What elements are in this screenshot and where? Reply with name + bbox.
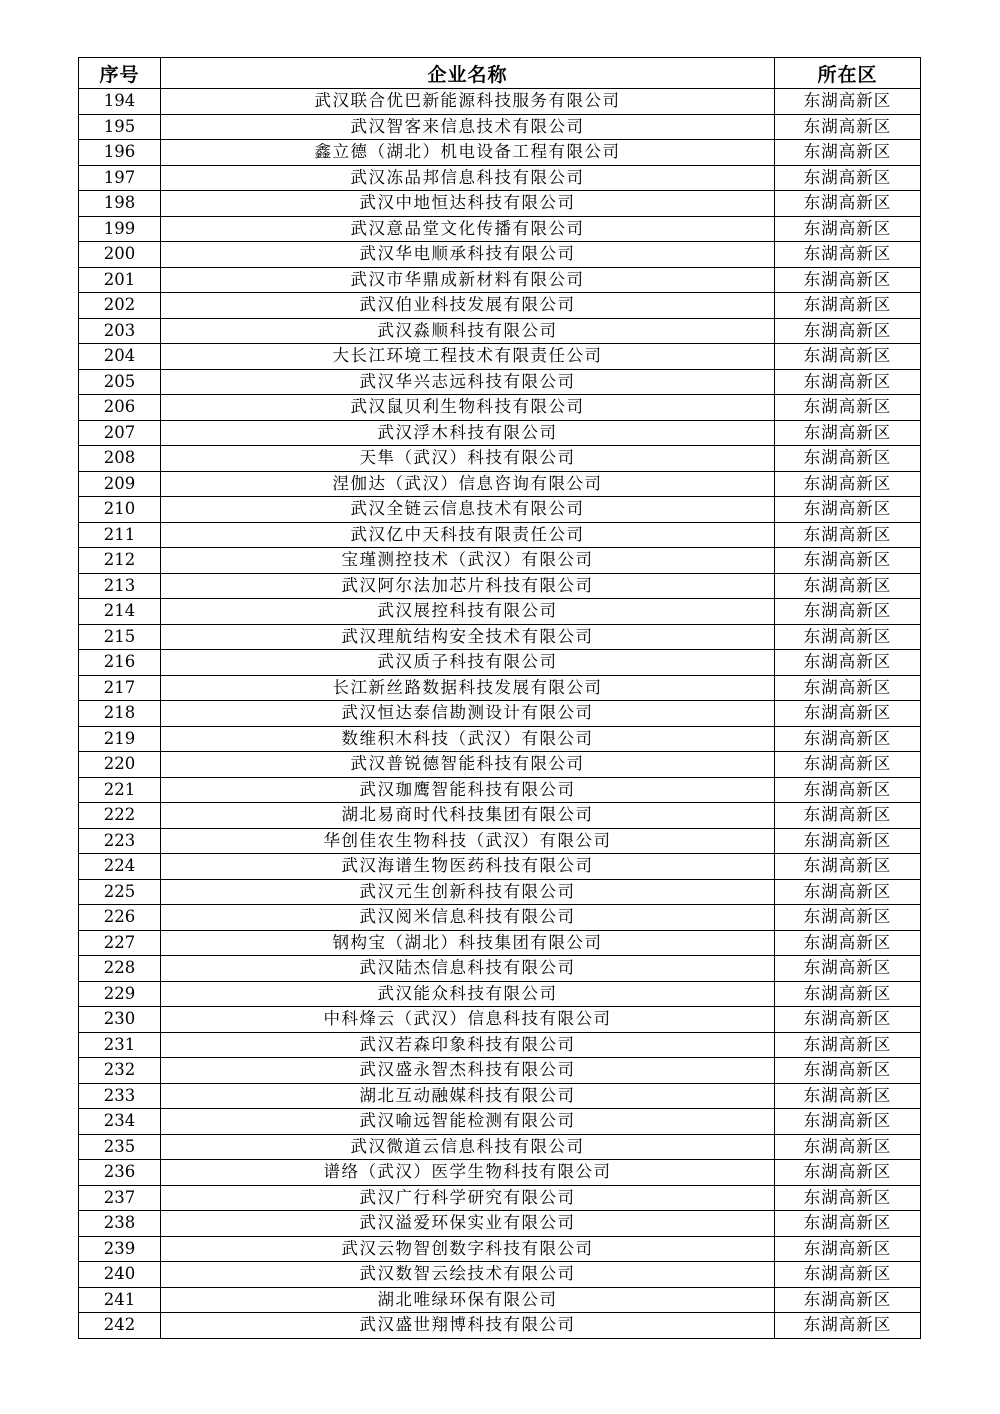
cell-serial-number: 230	[79, 1007, 161, 1033]
cell-enterprise-name: 武汉陆杰信息科技有限公司	[161, 956, 775, 982]
cell-enterprise-name: 谱络（武汉）医学生物科技有限公司	[161, 1160, 775, 1186]
cell-serial-number: 227	[79, 930, 161, 956]
cell-serial-number: 200	[79, 242, 161, 268]
cell-district: 东湖高新区	[775, 1058, 921, 1084]
cell-enterprise-name: 鑫立德（湖北）机电设备工程有限公司	[161, 140, 775, 166]
cell-enterprise-name: 武汉展控科技有限公司	[161, 599, 775, 625]
cell-district: 东湖高新区	[775, 318, 921, 344]
cell-serial-number: 224	[79, 854, 161, 880]
cell-serial-number: 241	[79, 1287, 161, 1313]
cell-enterprise-name: 武汉元生创新科技有限公司	[161, 879, 775, 905]
cell-district: 东湖高新区	[775, 344, 921, 370]
cell-enterprise-name: 武汉盛永智杰科技有限公司	[161, 1058, 775, 1084]
cell-district: 东湖高新区	[775, 1313, 921, 1339]
table-row	[79, 1236, 921, 1262]
cell-serial-number: 220	[79, 752, 161, 778]
cell-district: 东湖高新区	[775, 930, 921, 956]
cell-serial-number: 221	[79, 777, 161, 803]
cell-district: 东湖高新区	[775, 1185, 921, 1211]
cell-enterprise-name: 武汉珈鹰智能科技有限公司	[161, 777, 775, 803]
cell-serial-number: 196	[79, 140, 161, 166]
table-row	[79, 879, 921, 905]
cell-enterprise-name: 涅伽达（武汉）信息咨询有限公司	[161, 471, 775, 497]
cell-district: 东湖高新区	[775, 905, 921, 931]
table-row	[79, 293, 921, 319]
table-row	[79, 599, 921, 625]
cell-enterprise-name: 武汉海谱生物医药科技有限公司	[161, 854, 775, 880]
cell-serial-number: 229	[79, 981, 161, 1007]
cell-enterprise-name: 武汉阅米信息科技有限公司	[161, 905, 775, 931]
cell-enterprise-name: 中科烽云（武汉）信息科技有限公司	[161, 1007, 775, 1033]
cell-enterprise-name: 武汉广行科学研究有限公司	[161, 1185, 775, 1211]
cell-serial-number: 226	[79, 905, 161, 931]
cell-district: 东湖高新区	[775, 1083, 921, 1109]
table-row	[79, 89, 921, 115]
cell-serial-number: 233	[79, 1083, 161, 1109]
header-serial-number: 序号	[79, 58, 161, 89]
cell-enterprise-name: 湖北易商时代科技集团有限公司	[161, 803, 775, 829]
cell-enterprise-name: 湖北唯绿环保有限公司	[161, 1287, 775, 1313]
cell-district: 东湖高新区	[775, 1109, 921, 1135]
cell-district: 东湖高新区	[775, 267, 921, 293]
cell-enterprise-name: 天隼（武汉）科技有限公司	[161, 446, 775, 472]
cell-serial-number: 198	[79, 191, 161, 217]
cell-district: 东湖高新区	[775, 1007, 921, 1033]
cell-serial-number: 199	[79, 216, 161, 242]
cell-district: 东湖高新区	[775, 1211, 921, 1237]
cell-enterprise-name: 武汉恒达泰信勘测设计有限公司	[161, 701, 775, 727]
cell-serial-number: 218	[79, 701, 161, 727]
cell-serial-number: 223	[79, 828, 161, 854]
table-row	[79, 446, 921, 472]
cell-district: 东湖高新区	[775, 1262, 921, 1288]
table-row	[79, 956, 921, 982]
table-row	[79, 114, 921, 140]
cell-serial-number: 237	[79, 1185, 161, 1211]
table-row	[79, 1134, 921, 1160]
table-body	[79, 89, 921, 1339]
cell-enterprise-name: 武汉伯业科技发展有限公司	[161, 293, 775, 319]
cell-serial-number: 203	[79, 318, 161, 344]
table-row	[79, 548, 921, 574]
cell-serial-number: 242	[79, 1313, 161, 1339]
cell-district: 东湖高新区	[775, 191, 921, 217]
cell-district: 东湖高新区	[775, 497, 921, 523]
cell-enterprise-name: 武汉淼顺科技有限公司	[161, 318, 775, 344]
cell-enterprise-name: 武汉溢爱环保实业有限公司	[161, 1211, 775, 1237]
cell-enterprise-name: 武汉质子科技有限公司	[161, 650, 775, 676]
cell-serial-number: 204	[79, 344, 161, 370]
cell-district: 东湖高新区	[775, 981, 921, 1007]
table-row	[79, 420, 921, 446]
cell-district: 东湖高新区	[775, 369, 921, 395]
table-row	[79, 267, 921, 293]
cell-district: 东湖高新区	[775, 650, 921, 676]
cell-serial-number: 207	[79, 420, 161, 446]
cell-enterprise-name: 武汉普锐德智能科技有限公司	[161, 752, 775, 778]
cell-enterprise-name: 武汉华电顺承科技有限公司	[161, 242, 775, 268]
cell-serial-number: 239	[79, 1236, 161, 1262]
table-row	[79, 1211, 921, 1237]
cell-district: 东湖高新区	[775, 956, 921, 982]
cell-district: 东湖高新区	[775, 471, 921, 497]
cell-enterprise-name: 武汉华兴志远科技有限公司	[161, 369, 775, 395]
cell-serial-number: 211	[79, 522, 161, 548]
table-row	[79, 1032, 921, 1058]
cell-district: 东湖高新区	[775, 420, 921, 446]
cell-enterprise-name: 武汉能众科技有限公司	[161, 981, 775, 1007]
cell-enterprise-name: 武汉若森印象科技有限公司	[161, 1032, 775, 1058]
table-row	[79, 573, 921, 599]
cell-serial-number: 238	[79, 1211, 161, 1237]
cell-enterprise-name: 武汉微道云信息科技有限公司	[161, 1134, 775, 1160]
table-row	[79, 242, 921, 268]
cell-enterprise-name: 武汉中地恒达科技有限公司	[161, 191, 775, 217]
table-row	[79, 191, 921, 217]
cell-enterprise-name: 长江新丝路数据科技发展有限公司	[161, 675, 775, 701]
table-row	[79, 726, 921, 752]
table-row	[79, 828, 921, 854]
cell-serial-number: 209	[79, 471, 161, 497]
cell-enterprise-name: 武汉喻远智能检测有限公司	[161, 1109, 775, 1135]
cell-district: 东湖高新区	[775, 803, 921, 829]
table-row	[79, 140, 921, 166]
cell-serial-number: 222	[79, 803, 161, 829]
cell-enterprise-name: 数维积木科技（武汉）有限公司	[161, 726, 775, 752]
table-row	[79, 981, 921, 1007]
table-row	[79, 624, 921, 650]
table-row	[79, 318, 921, 344]
cell-serial-number: 231	[79, 1032, 161, 1058]
table-row	[79, 650, 921, 676]
cell-district: 东湖高新区	[775, 1236, 921, 1262]
cell-serial-number: 215	[79, 624, 161, 650]
table-row	[79, 675, 921, 701]
table-row	[79, 1083, 921, 1109]
cell-district: 东湖高新区	[775, 446, 921, 472]
cell-district: 东湖高新区	[775, 752, 921, 778]
cell-serial-number: 216	[79, 650, 161, 676]
cell-district: 东湖高新区	[775, 395, 921, 421]
table-row	[79, 497, 921, 523]
cell-district: 东湖高新区	[775, 879, 921, 905]
cell-serial-number: 225	[79, 879, 161, 905]
cell-district: 东湖高新区	[775, 726, 921, 752]
cell-district: 东湖高新区	[775, 599, 921, 625]
cell-district: 东湖高新区	[775, 293, 921, 319]
cell-enterprise-name: 武汉智客来信息技术有限公司	[161, 114, 775, 140]
cell-district: 东湖高新区	[775, 828, 921, 854]
table-row	[79, 854, 921, 880]
cell-district: 东湖高新区	[775, 1287, 921, 1313]
cell-enterprise-name: 武汉理航结构安全技术有限公司	[161, 624, 775, 650]
cell-district: 东湖高新区	[775, 1160, 921, 1186]
cell-serial-number: 234	[79, 1109, 161, 1135]
table-row	[79, 395, 921, 421]
table-row	[79, 701, 921, 727]
cell-serial-number: 232	[79, 1058, 161, 1084]
cell-district: 东湖高新区	[775, 573, 921, 599]
table-row	[79, 1262, 921, 1288]
cell-district: 东湖高新区	[775, 777, 921, 803]
cell-enterprise-name: 大长江环境工程技术有限责任公司	[161, 344, 775, 370]
cell-enterprise-name: 湖北互动融媒科技有限公司	[161, 1083, 775, 1109]
cell-serial-number: 214	[79, 599, 161, 625]
cell-serial-number: 236	[79, 1160, 161, 1186]
cell-enterprise-name: 武汉联合优巴新能源科技服务有限公司	[161, 89, 775, 115]
cell-enterprise-name: 钢构宝（湖北）科技集团有限公司	[161, 930, 775, 956]
table-row	[79, 1313, 921, 1339]
table-row	[79, 1109, 921, 1135]
cell-district: 东湖高新区	[775, 216, 921, 242]
table-row	[79, 1185, 921, 1211]
table-row	[79, 1287, 921, 1313]
cell-district: 东湖高新区	[775, 1134, 921, 1160]
cell-district: 东湖高新区	[775, 1032, 921, 1058]
table-row	[79, 344, 921, 370]
table-row	[79, 803, 921, 829]
cell-district: 东湖高新区	[775, 522, 921, 548]
cell-serial-number: 210	[79, 497, 161, 523]
table-row	[79, 369, 921, 395]
table-row	[79, 216, 921, 242]
cell-enterprise-name: 宝瑾测控技术（武汉）有限公司	[161, 548, 775, 574]
table-row	[79, 905, 921, 931]
cell-enterprise-name: 武汉全链云信息技术有限公司	[161, 497, 775, 523]
enterprise-list-table	[78, 57, 921, 1339]
cell-serial-number: 195	[79, 114, 161, 140]
cell-enterprise-name: 武汉云物智创数字科技有限公司	[161, 1236, 775, 1262]
table-row	[79, 165, 921, 191]
cell-serial-number: 194	[79, 89, 161, 115]
cell-serial-number: 235	[79, 1134, 161, 1160]
cell-enterprise-name: 武汉市华鼎成新材料有限公司	[161, 267, 775, 293]
cell-district: 东湖高新区	[775, 242, 921, 268]
cell-serial-number: 217	[79, 675, 161, 701]
header-enterprise-name: 企业名称	[161, 58, 775, 89]
cell-serial-number: 202	[79, 293, 161, 319]
cell-enterprise-name: 武汉冻品邦信息科技有限公司	[161, 165, 775, 191]
cell-district: 东湖高新区	[775, 548, 921, 574]
table-row	[79, 752, 921, 778]
cell-enterprise-name: 武汉浮木科技有限公司	[161, 420, 775, 446]
cell-enterprise-name: 武汉阿尔法加芯片科技有限公司	[161, 573, 775, 599]
header-district: 所在区	[775, 58, 921, 89]
cell-serial-number: 228	[79, 956, 161, 982]
cell-serial-number: 205	[79, 369, 161, 395]
cell-enterprise-name: 武汉意品堂文化传播有限公司	[161, 216, 775, 242]
cell-serial-number: 219	[79, 726, 161, 752]
cell-enterprise-name: 武汉数智云绘技术有限公司	[161, 1262, 775, 1288]
cell-serial-number: 208	[79, 446, 161, 472]
cell-enterprise-name: 武汉盛世翔博科技有限公司	[161, 1313, 775, 1339]
cell-serial-number: 240	[79, 1262, 161, 1288]
cell-district: 东湖高新区	[775, 165, 921, 191]
cell-district: 东湖高新区	[775, 675, 921, 701]
cell-serial-number: 201	[79, 267, 161, 293]
table-row	[79, 522, 921, 548]
table-row	[79, 930, 921, 956]
table-row	[79, 1160, 921, 1186]
cell-district: 东湖高新区	[775, 114, 921, 140]
cell-enterprise-name: 武汉亿中天科技有限责任公司	[161, 522, 775, 548]
cell-district: 东湖高新区	[775, 624, 921, 650]
table-row	[79, 777, 921, 803]
cell-enterprise-name: 华创佳农生物科技（武汉）有限公司	[161, 828, 775, 854]
cell-district: 东湖高新区	[775, 89, 921, 115]
cell-district: 东湖高新区	[775, 701, 921, 727]
table-row	[79, 471, 921, 497]
cell-serial-number: 213	[79, 573, 161, 599]
table-header-row	[79, 58, 921, 89]
cell-serial-number: 212	[79, 548, 161, 574]
table-row	[79, 1058, 921, 1084]
cell-serial-number: 197	[79, 165, 161, 191]
cell-district: 东湖高新区	[775, 140, 921, 166]
cell-serial-number: 206	[79, 395, 161, 421]
cell-district: 东湖高新区	[775, 854, 921, 880]
table-row	[79, 1007, 921, 1033]
cell-enterprise-name: 武汉鼠贝利生物科技有限公司	[161, 395, 775, 421]
